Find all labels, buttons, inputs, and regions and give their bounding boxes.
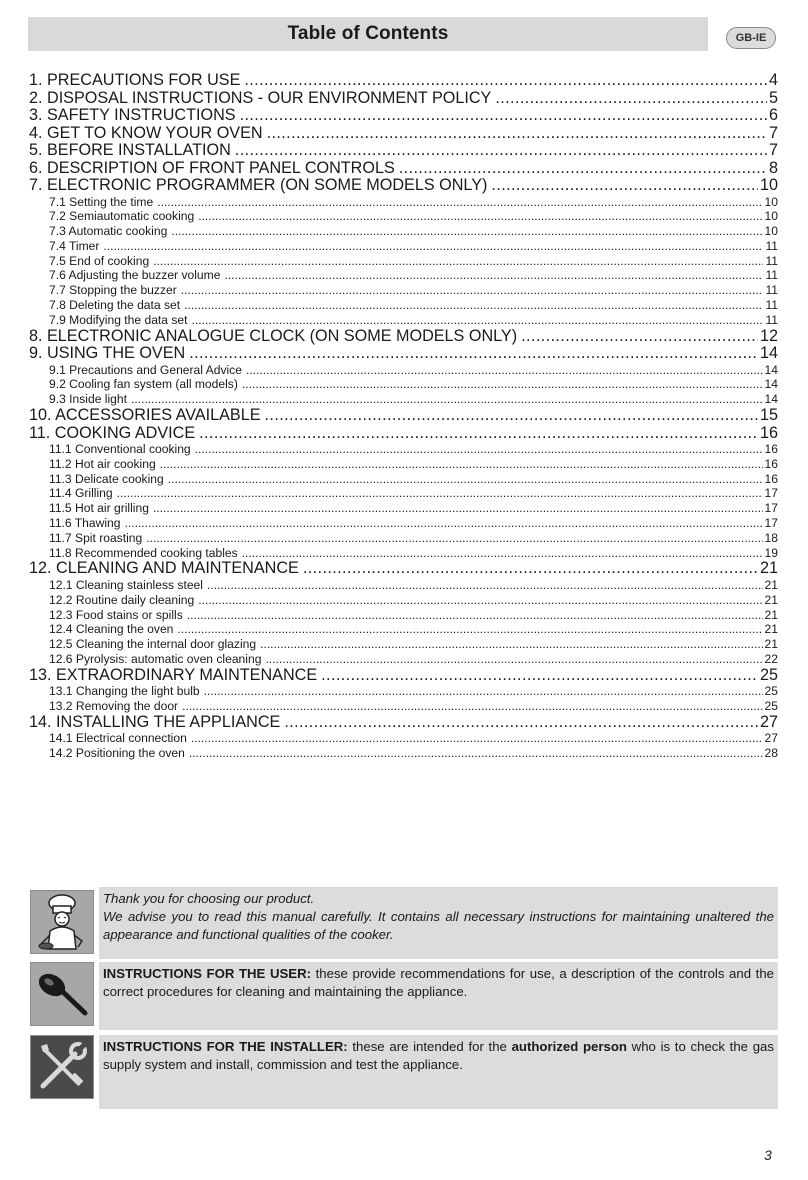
toc-subsection-entry[interactable] [29,516,778,531]
chef-icon [34,893,90,951]
toc-entry-title: 11.1 Conventional cooking [49,442,191,457]
spoon-icon [33,965,91,1023]
tools-icon-box [30,1035,94,1099]
toc-entry-page: 10 [759,177,778,194]
spoon-icon-box [30,962,94,1026]
table-of-contents [29,72,778,761]
toc-leader-dots [491,177,758,195]
toc-entry-page: 14 [759,345,778,363]
toc-entry-title: 14.1 Electrical connection [49,731,187,746]
toc-entry-page: 14 [764,377,778,392]
toc-leader-dots [153,254,763,269]
page-title: Table of Contents [287,23,449,44]
toc-leader-dots [191,731,763,746]
toc-entry-page: 7 [768,124,778,142]
toc-entry-page: 21 [764,637,778,652]
toc-leader-dots [199,425,758,443]
toc-entry-title: 12.6 Pyrolysis: automatic oven cleaning [49,651,262,666]
toc-subsection-entry[interactable] [29,746,778,761]
info-thanks-row [30,887,778,959]
toc-section-entry[interactable] [29,425,778,443]
toc-subsection-entry[interactable] [29,313,778,328]
installer-panel [99,1035,778,1109]
toc-entry-page: 12 [759,327,778,345]
toc-subsection-entry[interactable] [29,392,778,407]
toc-entry-title: 2. DISPOSAL INSTRUCTIONS - OUR ENVIRONMENT POLICY [29,89,492,107]
toc-leader-dots [240,107,767,125]
toc-entry-title: 11.4 Grilling [49,486,113,501]
toc-leader-dots [189,746,763,761]
toc-leader-dots [131,392,763,407]
toc-entry-title: 7.4 Timer [49,238,100,253]
toc-entry-page: 16 [764,442,778,457]
toc-section-entry[interactable] [29,714,778,732]
toc-entry-page: 11 [765,268,778,283]
toc-leader-dots [495,90,767,108]
toc-subsection-entry[interactable] [29,531,778,546]
toc-entry-page: 18 [764,530,778,545]
toc-entry-page: 4 [768,72,778,89]
toc-subsection-entry[interactable] [29,442,778,457]
toc-subsection-entry[interactable] [29,224,778,239]
toc-entry-title: 12.4 Cleaning the oven [49,622,174,637]
toc-leader-dots [181,283,764,298]
toc-leader-dots [321,667,758,685]
toc-leader-dots [195,442,763,457]
toc-subsection-entry[interactable] [29,363,778,378]
toc-entry-page: 10 [764,209,778,224]
toc-entry-page: 11 [765,283,778,298]
toc-leader-dots [260,637,762,652]
toc-entry-title: 9.2 Cooling fan system (all models) [49,377,238,392]
toc-section-entry[interactable] [29,345,778,363]
info-user-row [30,962,778,1030]
toc-entry-page: 27 [759,713,778,731]
toc-section-entry[interactable] [29,328,778,346]
toc-entry-title: 7.8 Deleting the data set [49,298,181,313]
toc-entry-page: 21 [764,577,778,592]
toc-leader-dots [204,684,763,699]
toc-entry-page: 11 [765,238,778,253]
toc-entry-title: 11.2 Hot air cooking [49,456,156,471]
toc-leader-dots [117,486,763,501]
toc-entry-page: 16 [764,471,778,486]
toc-entry-title: 8. ELECTRONIC ANALOGUE CLOCK (ON SOME MODELS ONLY) [29,327,518,345]
toc-entry-title: 11.3 Delicate cooking [49,471,164,486]
toc-leader-dots [157,195,762,210]
toc-leader-dots [187,608,763,623]
toc-entry-title: 10. ACCESSORIES AVAILABLE [29,407,261,425]
user-text: these provide recommendations for use, a description of the controls and the correct procedures for cleaning and maintaining the appliance. [103,966,774,999]
toc-entry-title: 12.1 Cleaning stainless steel [49,577,203,592]
toc-leader-dots [153,501,763,516]
toc-leader-dots [198,209,762,224]
toc-entry-title: 9. USING THE OVEN [29,345,186,363]
toc-section-entry[interactable] [29,407,778,425]
toc-leader-dots [207,578,763,593]
page-number: 3 [764,1147,772,1163]
language-badge: GB-IE [726,27,776,49]
toc-leader-dots [284,714,758,732]
toc-subsection-entry[interactable] [29,377,778,392]
toc-leader-dots [171,224,762,239]
toc-leader-dots [267,125,767,143]
toc-entry-title: 12.5 Cleaning the internal door glazing [49,637,257,652]
toc-subsection-entry[interactable] [29,298,778,313]
toc-subsection-entry[interactable] [29,731,778,746]
toc-leader-dots [103,239,763,254]
toc-entry-title: 11.8 Recommended cooking tables [49,545,238,560]
toc-section-entry[interactable] [29,177,778,195]
toc-leader-dots [265,407,758,425]
toc-entry-page: 19 [764,545,778,560]
toc-entry-title: 11.5 Hot air grilling [49,501,149,516]
toc-leader-dots [182,699,762,714]
toc-subsection-entry[interactable] [29,472,778,487]
toc-section-entry[interactable] [29,160,778,178]
toc-leader-dots [125,516,763,531]
toc-subsection-entry[interactable] [29,699,778,714]
toc-entry-page: 21 [764,622,778,637]
toc-subsection-entry[interactable] [29,546,778,561]
toc-entry-page: 10 [764,224,778,239]
toc-leader-dots [242,377,763,392]
toc-entry-page: 17 [764,516,778,531]
toc-entry-title: 7.9 Modifying the data set [49,312,188,327]
toc-entry-page: 17 [764,486,778,501]
toc-entry-title: 5. BEFORE INSTALLATION [29,142,231,159]
toc-section-entry[interactable] [29,107,778,125]
toc-subsection-entry[interactable] [29,578,778,593]
thanks-panel [99,887,778,959]
toc-entry-title: 12.2 Routine daily cleaning [49,592,195,607]
toc-section-entry[interactable] [29,142,778,160]
toc-leader-dots [235,142,767,160]
toc-leader-dots [399,160,767,178]
toc-subsection-entry[interactable] [29,622,778,637]
toc-subsection-entry[interactable] [29,608,778,623]
toc-leader-dots [224,268,763,283]
toc-entry-page: 11 [765,253,778,268]
toc-subsection-entry[interactable] [29,637,778,652]
toc-subsection-entry[interactable] [29,283,778,298]
toc-entry-page: 16 [759,424,778,442]
toc-entry-title: 7.3 Automatic cooking [49,224,168,239]
chef-icon-box [30,890,94,954]
toc-section-entry[interactable] [29,72,778,90]
toc-entry-page: 6 [768,107,778,124]
toc-entry-title: 4. GET TO KNOW YOUR OVEN [29,124,263,142]
toc-entry-title: 6. DESCRIPTION OF FRONT PANEL CONTROLS [29,159,395,177]
toc-subsection-entry[interactable] [29,457,778,472]
toc-section-entry[interactable] [29,125,778,143]
toc-entry-title: 14. INSTALLING THE APPLIANCE [29,713,281,731]
toc-entry-page: 27 [764,731,778,746]
toc-entry-title: 11.7 Spit roasting [49,530,143,545]
toc-entry-title: 7.2 Semiautomatic cooking [49,209,195,224]
toc-subsection-entry[interactable] [29,209,778,224]
toc-entry-page: 17 [764,501,778,516]
toc-entry-page: 14 [764,392,778,407]
user-label: INSTRUCTIONS FOR THE USER: [103,966,311,981]
installer-text-after: who is to check the gas supply system and install, commission and test the appliance. [103,1039,774,1072]
toc-entry-page: 21 [764,592,778,607]
toc-entry-page: 7 [768,142,778,159]
toc-entry-page: 22 [764,651,778,666]
toc-entry-title: 12. CLEANING AND MAINTENANCE [29,560,299,578]
toc-leader-dots [189,345,758,363]
toc-entry-title: 7.7 Stopping the buzzer [49,283,177,298]
toc-entry-title: 11.6 Thawing [49,516,121,531]
toc-subsection-entry[interactable] [29,684,778,699]
installer-text-before: these are intended for the [347,1039,512,1054]
tools-icon [33,1038,91,1096]
toc-entry-page: 25 [764,699,778,714]
toc-entry-title: 7.5 End of cooking [49,253,150,268]
toc-leader-dots [168,472,763,487]
toc-leader-dots [160,457,763,472]
toc-entry-page: 25 [764,684,778,699]
toc-entry-title: 12.3 Food stains or spills [49,607,183,622]
toc-leader-dots [192,313,764,328]
toc-leader-dots [265,652,762,667]
toc-leader-dots [303,560,758,578]
toc-subsection-entry[interactable] [29,593,778,608]
toc-entry-page: 11 [765,298,778,313]
toc-leader-dots [146,531,762,546]
toc-entry-title: 11. COOKING ADVICE [29,424,196,442]
toc-entry-page: 5 [768,89,778,107]
toc-leader-dots [242,546,763,561]
toc-leader-dots [198,593,762,608]
toc-section-entry[interactable] [29,560,778,578]
toc-entry-page: 14 [764,362,778,377]
info-installer-row [30,1035,778,1109]
toc-entry-title: 7.6 Adjusting the buzzer volume [49,268,221,283]
advice-paragraph: We advise you to read this manual carefully. It contains all necessary instructions for maintaining unaltered the appearance and functional qualities of the cooker. [103,909,774,942]
toc-entry-title: 9.1 Precautions and General Advice [49,362,242,377]
toc-entry-title: 13.1 Changing the light bulb [49,684,200,699]
toc-entry-page: 10 [764,194,778,209]
toc-entry-page: 21 [764,607,778,622]
toc-subsection-entry[interactable] [29,268,778,283]
toc-entry-title: 14.2 Positioning the oven [49,746,185,761]
thanks-line: Thank you for choosing our product. [103,891,315,906]
toc-entry-title: 9.3 Inside light [49,392,127,407]
installer-emphasis: authorized person [511,1039,627,1054]
toc-entry-title: 3. SAFETY INSTRUCTIONS [29,107,236,124]
toc-entry-title: 13.2 Removing the door [49,699,179,714]
toc-entry-title: 1. PRECAUTIONS FOR USE [29,72,241,89]
toc-subsection-entry[interactable] [29,652,778,667]
toc-subsection-entry[interactable] [29,486,778,501]
toc-leader-dots [246,363,763,378]
toc-subsection-entry[interactable] [29,254,778,269]
toc-entry-page: 8 [768,159,778,177]
toc-entry-page: 11 [765,312,778,327]
toc-section-entry[interactable] [29,90,778,108]
toc-leader-dots [521,328,758,346]
installer-label: INSTRUCTIONS FOR THE INSTALLER: [103,1039,348,1054]
toc-entry-title: 7.1 Setting the time [49,194,154,209]
toc-subsection-entry[interactable] [29,195,778,210]
toc-entry-page: 15 [759,407,778,425]
toc-section-entry[interactable] [29,667,778,685]
toc-entry-page: 16 [764,456,778,471]
toc-entry-title: 13. EXTRAORDINARY MAINTENANCE [29,666,318,684]
toc-subsection-entry[interactable] [29,501,778,516]
toc-entry-page: 21 [759,560,778,578]
header-bar [28,17,708,51]
toc-entry-title: 7. ELECTRONIC PROGRAMMER (ON SOME MODELS ONLY) [29,177,488,194]
toc-leader-dots [184,298,763,313]
toc-leader-dots [244,72,767,90]
user-panel [99,962,778,1030]
toc-subsection-entry[interactable] [29,239,778,254]
toc-entry-page: 25 [759,666,778,684]
toc-entry-page: 28 [764,746,778,761]
toc-leader-dots [177,622,762,637]
